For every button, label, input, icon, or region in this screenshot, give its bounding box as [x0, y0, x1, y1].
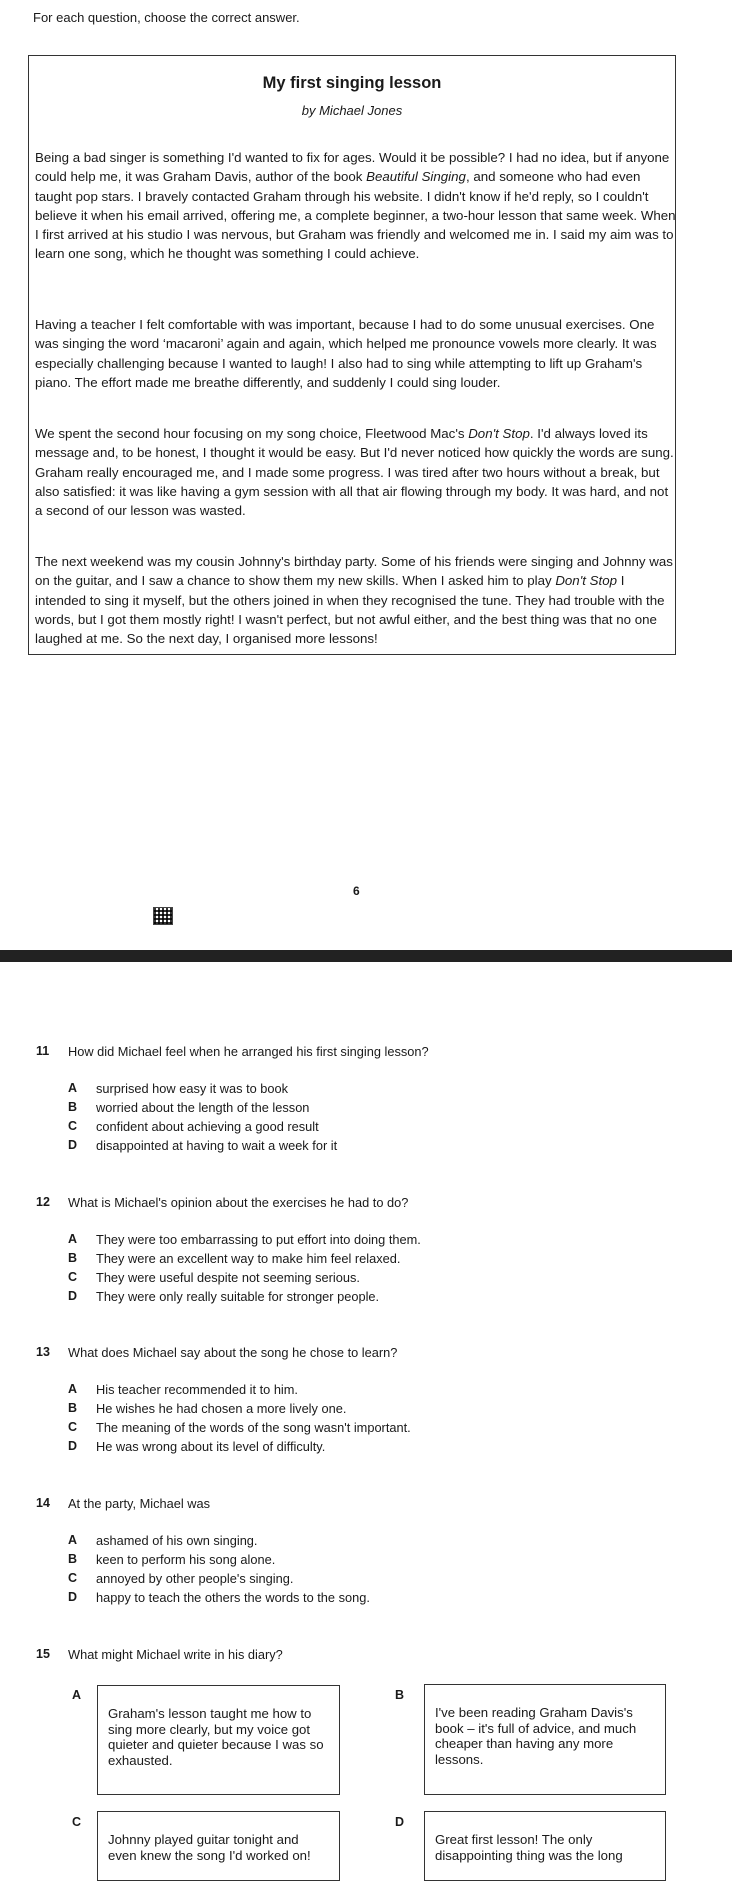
- option-letter: A: [68, 1382, 78, 1396]
- question-12-option-b[interactable]: [0, 1251, 732, 1270]
- article-byline: by Michael Jones: [301, 103, 403, 118]
- question-number: 14: [36, 1496, 50, 1510]
- option-text: disappointed at having to wait a week for it: [96, 1138, 338, 1153]
- option-letter: B: [68, 1552, 78, 1566]
- article-paragraph-4: The next weekend was my cousin Johnny's birthday party. Some of his friends were singing and Johnny was on the guitar, and I saw a chance to show them my new skills. When I asked him to play Don't Stop I intended to sing it myself, but the others joined in when they recognised the tune. They had trouble with the words, but I got them mostly right! I wasn't perfect, but not awful either, and the best thing was that no one laughed at me. So the next day, I organised more lessons!: [35, 554, 673, 647]
- question-13-option-a[interactable]: [0, 1382, 732, 1401]
- option-text: He was wrong about its level of difficulty.: [96, 1439, 326, 1454]
- question-text: At the party, Michael was: [68, 1496, 211, 1511]
- option-letter: D: [68, 1590, 78, 1604]
- instruction: For each question, choose the correct answer.: [33, 10, 300, 25]
- option-letter: B: [68, 1401, 78, 1415]
- page-number: 6: [353, 884, 360, 898]
- question-number: 12: [36, 1195, 50, 1209]
- option-letter: A: [68, 1533, 78, 1547]
- question-14-option-d[interactable]: [0, 1590, 732, 1609]
- option-text: His teacher recommended it to him.: [96, 1382, 298, 1397]
- article-paragraph-3: We spent the second hour focusing on my song choice, Fleetwood Mac's Don't Stop. I'd always loved its message and, to be honest, I thought it would be easy. But I'd never noticed how quickly the words are sung. Graham really encouraged me, and I made some progress. I was tired after two hours without a break, but also satisfied: it was like having a gym session with all that air flowing through my body. It was hard, and not a second of our lesson was wasted.: [35, 426, 674, 519]
- question-13-option-d[interactable]: [0, 1439, 732, 1458]
- option-text: worried about the length of the lesson: [96, 1100, 310, 1115]
- option-text: happy to teach the others the words to the song.: [96, 1590, 370, 1605]
- diary-option-b[interactable]: [424, 1684, 666, 1795]
- question-text: What is Michael's opinion about the exercises he had to do?: [68, 1195, 409, 1210]
- option-letter: C: [68, 1420, 78, 1434]
- article-paragraph-1: Being a bad singer is something I'd wanted to fix for ages. Would it be possible? I had no idea, but if anyone could help me, it was Graham Davis, author of the book Beautiful Singing, and someone who had even taught pop stars. I bravely contacted Graham through his website. I didn't know if he'd reply, so I couldn't believe it when his email arrived, offering me, a complete beginner, a two-hour lesson that same week. When I first arrived at his studio I was nervous, but Graham was friendly and welcomed me in. I said my aim was to learn one song, which he thought was something I could achieve.: [35, 150, 676, 262]
- diary-option-text: I've been reading Graham Davis's book – it's full of advice, and much cheaper than having any more lessons.: [435, 1705, 637, 1767]
- option-letter: A: [68, 1081, 78, 1095]
- option-text: annoyed by other people's singing.: [96, 1571, 294, 1586]
- diary-option-d[interactable]: [424, 1811, 666, 1881]
- question-12-option-a[interactable]: [0, 1232, 732, 1251]
- page-divider: [0, 950, 732, 962]
- diary-option-letter-c: C: [72, 1815, 82, 1829]
- option-text: They were too embarrassing to put effort into doing them.: [96, 1232, 421, 1247]
- question-number: 13: [36, 1345, 50, 1359]
- question-11-option-c[interactable]: [0, 1119, 732, 1138]
- article-paragraph-2: Having a teacher I felt comfortable with was important, because I had to do some unusual exercises. One was singing the word ‘macaroni’ again and again, which helped me pronounce vowels more clearly. It was especially challenging because I wanted to laugh! I also had to sing while attempting to lift up Graham's piano. The effort made me breathe differently, and suddenly I could sing louder.: [35, 317, 657, 390]
- option-text: keen to perform his song alone.: [96, 1552, 276, 1567]
- diary-option-a[interactable]: [97, 1685, 340, 1795]
- option-text: They were an excellent way to make him feel relaxed.: [96, 1251, 401, 1266]
- barcode-mark: [153, 907, 173, 925]
- diary-option-text: Graham's lesson taught me how to sing more clearly, but my voice got quieter and quieter because I was so exhausted.: [108, 1706, 324, 1768]
- option-letter: C: [68, 1119, 78, 1133]
- option-text: They were only really suitable for stronger people.: [96, 1289, 380, 1304]
- question-13-option-b[interactable]: [0, 1401, 732, 1420]
- option-letter: B: [68, 1100, 78, 1114]
- option-letter: D: [68, 1439, 78, 1453]
- option-letter: B: [68, 1251, 78, 1265]
- option-text: The meaning of the words of the song wasn't important.: [96, 1420, 411, 1435]
- diary-option-letter-a: A: [72, 1688, 82, 1702]
- option-text: They were useful despite not seeming serious.: [96, 1270, 360, 1285]
- option-letter: D: [68, 1138, 78, 1152]
- option-text: ashamed of his own singing.: [96, 1533, 258, 1548]
- option-text: confident about achieving a good result: [96, 1119, 319, 1134]
- question-14-option-b[interactable]: [0, 1552, 732, 1571]
- option-letter: A: [68, 1232, 78, 1246]
- option-text: He wishes he had chosen a more lively one.: [96, 1401, 347, 1416]
- option-letter: C: [68, 1270, 78, 1284]
- question-14-option-a[interactable]: [0, 1533, 732, 1552]
- diary-option-letter-b: B: [395, 1688, 405, 1702]
- option-letter: C: [68, 1571, 78, 1585]
- question-13-option-c[interactable]: [0, 1420, 732, 1439]
- question-number: 15: [36, 1647, 50, 1661]
- diary-option-text: Great first lesson! The only disappointing thing was the long: [435, 1832, 623, 1863]
- question-12-option-d[interactable]: [0, 1289, 732, 1308]
- option-letter: D: [68, 1289, 78, 1303]
- question-11-option-b[interactable]: [0, 1100, 732, 1119]
- diary-option-letter-d: D: [395, 1815, 405, 1829]
- question-12-option-c[interactable]: [0, 1270, 732, 1289]
- question-11-option-a[interactable]: [0, 1081, 732, 1100]
- question-11-option-d[interactable]: [0, 1138, 732, 1157]
- article-title: My first singing lesson: [262, 74, 442, 92]
- question-text: How did Michael feel when he arranged his first singing lesson?: [68, 1044, 429, 1059]
- article-box: [28, 55, 676, 655]
- question-text: What might Michael write in his diary?: [68, 1647, 283, 1662]
- option-text: surprised how easy it was to book: [96, 1081, 289, 1096]
- question-14-option-c[interactable]: [0, 1571, 732, 1590]
- diary-option-text: Johnny played guitar tonight and even knew the song I'd worked on!: [108, 1832, 311, 1863]
- question-number: 11: [36, 1044, 50, 1058]
- diary-option-c[interactable]: [97, 1811, 340, 1881]
- question-text: What does Michael say about the song he chose to learn?: [68, 1345, 398, 1360]
